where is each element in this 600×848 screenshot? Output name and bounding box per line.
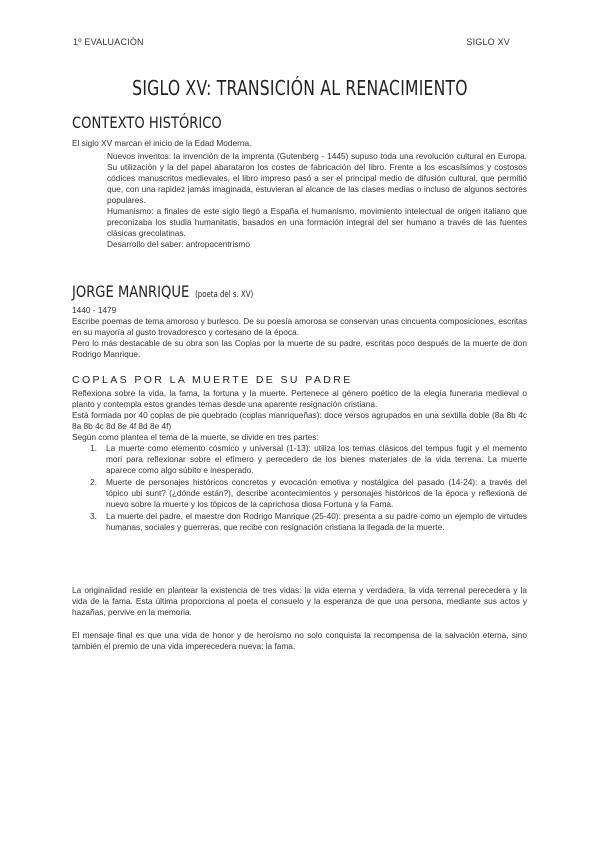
- header-topic: SIGLO XV: [466, 37, 510, 47]
- list-item: [72, 511, 527, 533]
- page-title: SIGLO XV: TRANSICIÓN AL RENACIMIENTO: [132, 76, 468, 100]
- section-heading-manrique: [72, 282, 253, 301]
- coplas-parts-list: [72, 443, 527, 533]
- coplas-originality: La originalidad reside en plantear la existencia de tres vidas: la vida eterna y verdadera, la vida terrenal perecedera y la vida de la fama. Esta última proporciona al poeta el consuelo y la esperanza de que una persona, mediante sus actos y hazañas, pervive en la memoria.: [72, 585, 527, 617]
- coplas-paragraph: Reflexiona sobre la vida, la fama, la fortuna y la muerte. Pertenece al género poético de la elegía funeraria medieval o planto y contempla estos grandes temas desde una aparente resignación cristiana.: [72, 388, 527, 409]
- coplas-paragraph: Está formada por 40 coplas de pie quebrado (coplas manriqueñas): doce versos agrupados en una sextilla doble (8a 8b 4c 8a 8b 4c 8d 8e 4f 8d 8e 4f): [72, 410, 527, 431]
- list-item: [72, 443, 527, 476]
- section-heading-coplas: COPLAS POR LA MUERTE DE SU PADRE: [72, 374, 353, 386]
- contexto-item: Desarrollo del saber: antropocentrismo: [107, 239, 250, 249]
- header-evaluation: 1º EVALUACIÓN: [73, 37, 144, 47]
- list-number: 2.: [90, 477, 97, 487]
- manrique-heading: JORGE MANRIQUE: [72, 282, 190, 301]
- manrique-paragraph: Pero lo más destacable de su obra son las Coplas por la muerte de su padre, escritas poco después de la muerte de don Rodrigo Manrique.: [72, 338, 527, 359]
- coplas-block: [72, 388, 527, 534]
- list-number: 1.: [90, 443, 97, 453]
- contexto-intro: El siglo XV marcan el inicio de la Edad Moderna.: [72, 138, 252, 148]
- list-text: La muerte del padre, el maestre don Rodrigo Manrique (25-40): presenta a su padre como un ejemplo de virtudes humanas, sociales y guerreras, que recibe con resignación cristiana la llegada de la muerte.: [106, 511, 527, 532]
- manrique-dates: 1440 - 1479: [72, 305, 117, 315]
- list-text: Muerte de personajes históricos concretos y evocación emotiva y nostálgica del pasado (14-24): a través del tópico ubi sunt? (¿dónde están?), describe acontecimientos y personajes históricos de la época y reflexiona de nuevo sobre la muerte y los tópicos de la caprichosa diosa Fortuna y la Fama.: [106, 477, 527, 509]
- list-number: 3.: [90, 511, 97, 521]
- contexto-list: [107, 151, 527, 250]
- section-heading-contexto: CONTEXTO HISTÓRICO: [72, 113, 222, 132]
- manrique-block: [72, 305, 527, 360]
- contexto-item: Nuevos inventos: la invención de la imprenta (Gutenberg - 1445) supuso toda una revolución cultural en Europa. Su utilización y la del papel abarataron los costes de fabricación del libro. Frente a los escasísimos y costosos códices manuscritos medievales, el libro impreso pasó a ser el principal medio de difusión cultural, que permitió que, con una rapidez jamás imaginada, estuvieran al alcance de las clases medias o incluso de algunos sectores populares.: [107, 151, 527, 205]
- list-text: La muerte como elemento cósmico y universal (1-13): utiliza los temas clásicos del tempus fugit y el memento mori para reflexionar sobre el efímero y perecedero de los bienes materiales de la vida terrena. La muerte aparece como algo súbito e inesperado.: [106, 443, 527, 475]
- manrique-subtitle: (poeta del s. XV): [195, 290, 254, 300]
- manrique-paragraph: Escribe poemas de tema amoroso y burlesco. De su poesía amorosa se conservan unas cincuenta composiciones, escritas en su mayoría al gusto trovadoresco y cortesano de la época.: [72, 316, 527, 337]
- coplas-paragraph: Según como plantea el tema de la muerte, se divide en tres partes:: [72, 432, 319, 442]
- contexto-item: Humanismo: a finales de este siglo llegó a España el humanismo, movimiento intelectual de origen italiano que preconizaba los studia humanitatis, basados en una formación integral del ser humano a través de las fuentes clásicas grecolatinas.: [107, 206, 527, 238]
- coplas-final-message: El mensaje final es que una vida de honor y de heroísmo no solo conquista la recompensa de la salvación eterna, sino también el premio de una vida imperecedera nueva: la fama.: [72, 630, 527, 651]
- list-item: [72, 477, 527, 510]
